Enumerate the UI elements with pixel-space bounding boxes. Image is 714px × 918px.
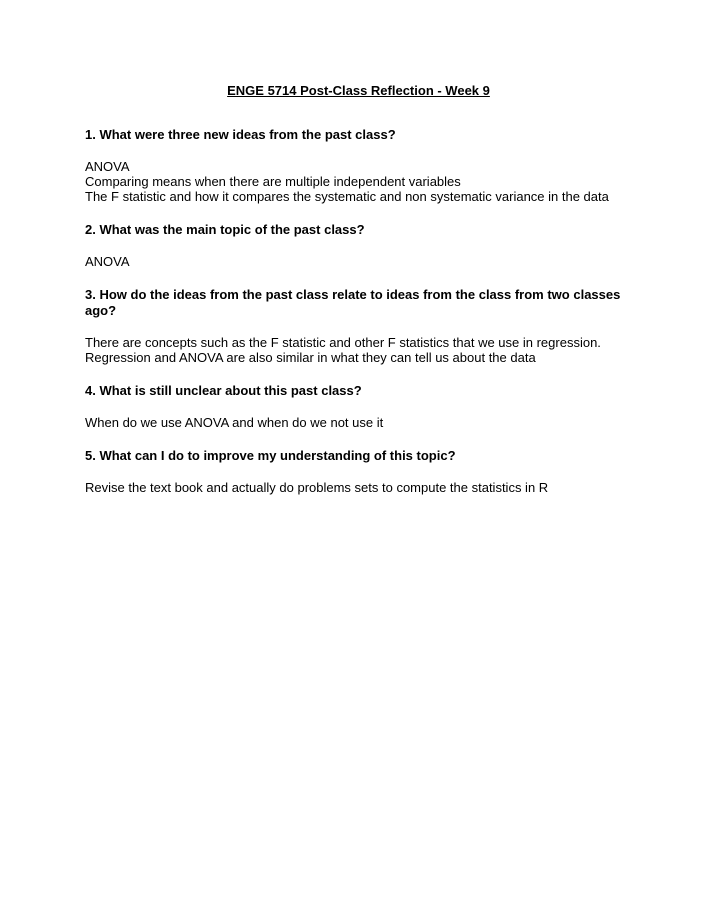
answer-line: ANOVA [85,159,130,174]
answer-line: The F statistic and how it compares the systematic and non systematic variance in the data [85,189,609,204]
question-heading: 2. What was the main topic of the past class? [85,222,365,237]
answer-text [85,159,630,204]
section-q2 [85,222,630,269]
answer-text [85,254,630,269]
answer-line: When do we use ANOVA and when do we not use it [85,415,384,430]
question-heading: 3. How do the ideas from the past class relate to ideas from the class from two classes ago? [85,287,621,318]
answer-text [85,335,630,365]
answer-line: Comparing means when there are multiple independent variables [85,174,461,189]
question-heading: 1. What were three new ideas from the past class? [85,127,396,142]
section-q3 [85,287,630,365]
answer-line: Revise the text book and actually do problems sets to compute the statistics in R [85,480,549,495]
answer-line: There are concepts such as the F statistic and other F statistics that we use in regression. [85,335,601,350]
document-body [85,83,630,513]
answer-text [85,415,630,430]
question-heading: 4. What is still unclear about this past class? [85,383,362,398]
page-title: ENGE 5714 Post-Class Reflection - Week 9 [227,83,490,98]
question-heading: 5. What can I do to improve my understanding of this topic? [85,448,456,463]
answer-line: Regression and ANOVA are also similar in what they can tell us about the data [85,350,536,365]
answer-line: ANOVA [85,254,130,269]
section-q5 [85,448,630,495]
section-q1 [85,127,630,204]
section-q4 [85,383,630,430]
answer-text [85,480,630,495]
